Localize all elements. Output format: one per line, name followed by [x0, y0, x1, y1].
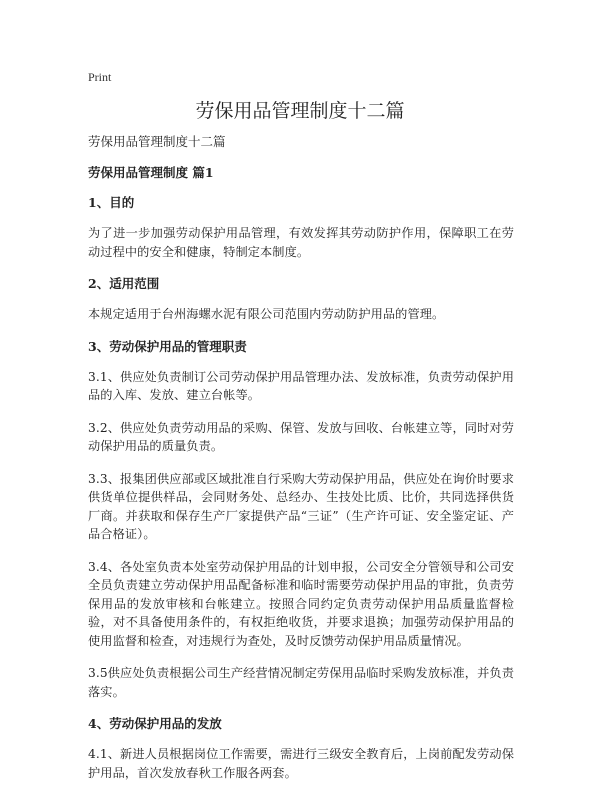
paragraph: 3.5供应处负责根据公司生产经营情况制定劳保用品临时采购发放标准，并负责落实。	[88, 666, 514, 699]
paragraph: 3.1、供应处负责制订公司劳动保护用品管理办法、发放标准，负责劳动保护用品的入库、发放、建立台帐等。	[88, 369, 514, 402]
document-title: 劳保用品管理制度十二篇	[195, 100, 405, 122]
paragraph: 本规定适用于台州海螺水泥有限公司范围内劳动防护用品的管理。	[88, 307, 445, 321]
paragraph: 3.4、各处室负责本处室劳动保护用品的计划申报，公司安全分管领导和公司安全员负责建立劳动保护用品配备标准和临时需要劳动保护用品的审批，负责劳保用品的发放审核和台帐建立。按照合同约定负责劳动保护用品质量监督检验，对不具备使用条件的，有权拒绝收货，并要求退换；加强劳动保护用品的使用监督和检查，对违规行为查处，及时反馈劳动保护用品质量情况。	[88, 559, 514, 648]
paragraph: 4.1、新进人员根据岗位工作需要，需进行三级安全教育后，上岗前配发劳动保护用品，首次发放春秋工作服各两套。	[88, 747, 514, 780]
paragraph: 为了进一步加强劳动保护用品管理，有效发挥其劳动防护作用，保障职工在劳动过程中的安全和健康，特制定本制度。	[88, 226, 514, 259]
print-label[interactable]: Print	[88, 70, 112, 84]
article-heading: 劳保用品管理制度 篇1	[88, 165, 214, 180]
section-heading-distribution: 4、劳动保护用品的发放	[88, 716, 222, 731]
document-subtitle: 劳保用品管理制度十二篇	[88, 134, 226, 149]
section-heading-responsibilities: 3、劳动保护用品的管理职责	[88, 338, 247, 354]
section-heading-purpose: 1、目的	[88, 195, 135, 210]
paragraph: 3.2、供应处负责劳动用品的采购、保管、发放与回收、台帐建立等，同时对劳动保护用品的质量负责。	[88, 420, 514, 453]
paragraph: 3.3、报集团供应部或区域批准自行采购大劳动保护用品，供应处在询价时要求供货单位提供样品，会同财务处、总经办、生技处比质、比价，共同选择供货厂商。并获取和保存生产厂家提供产品“三证”（生产许可证、安全鉴定证、产品合格证）。	[88, 471, 514, 541]
document-body	[88, 133, 514, 796]
section-heading-scope: 2、适用范围	[88, 276, 160, 291]
